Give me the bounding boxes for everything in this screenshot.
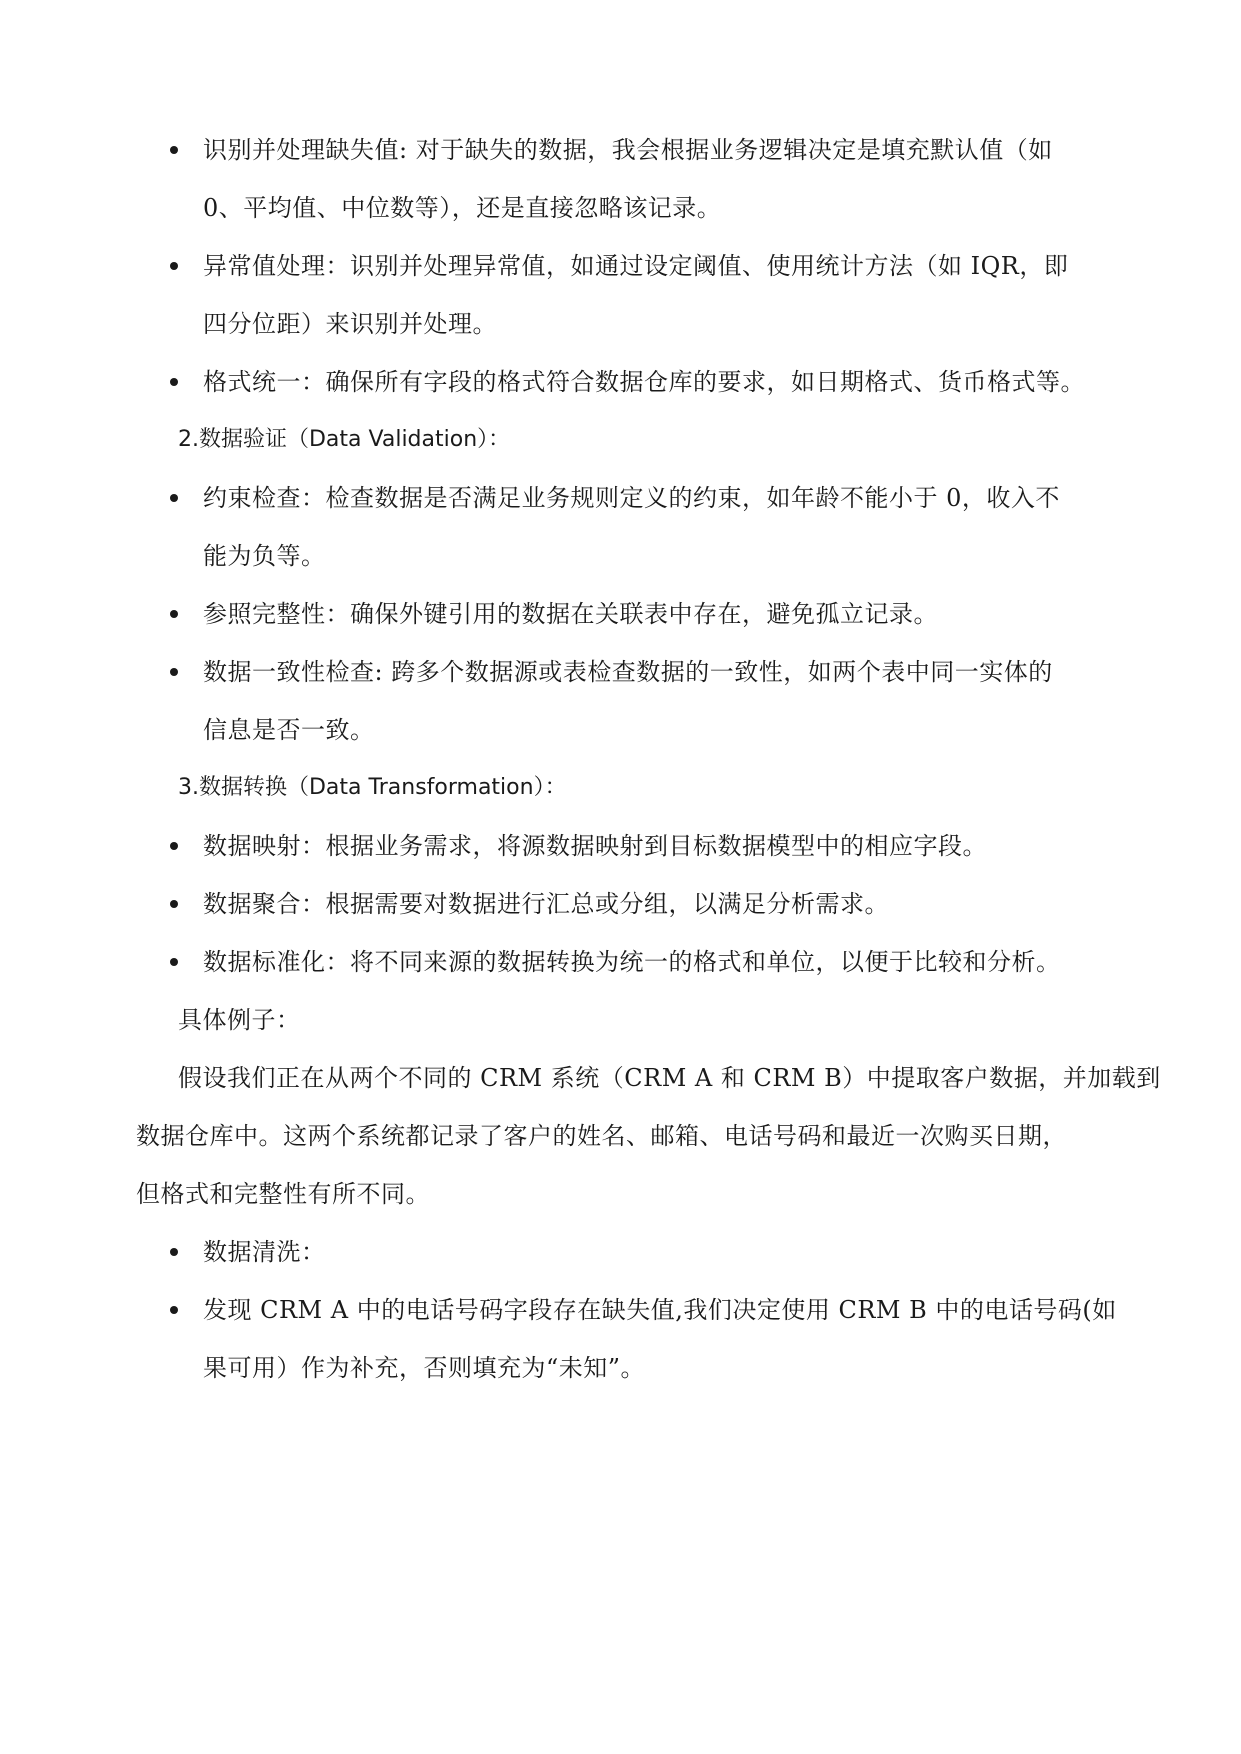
bullet-marker bbox=[170, 1248, 178, 1256]
bullet-marker bbox=[170, 1306, 178, 1314]
bullet-text-continued: 0、平均值、中位数等），还是直接忽略该记录。 bbox=[203, 194, 722, 222]
section-heading-validation: 2.数据验证（Data Validation）： bbox=[178, 427, 511, 452]
bullet-marker bbox=[170, 262, 178, 270]
bullet-text: 格式统一：确保所有字段的格式符合数据仓库的要求，如日期格式、货币格式等。 bbox=[203, 368, 1085, 396]
bullet-text-continued: 能为负等。 bbox=[203, 542, 326, 570]
bullet-text: 数据清洗： bbox=[203, 1238, 326, 1266]
bullet-text: 发现 CRM A 中的电话号码字段存在缺失值,我们决定使用 CRM B 中的电话号码(如 bbox=[203, 1296, 1117, 1324]
bullet-text: 约束检查：检查数据是否满足业务规则定义的约束，如年龄不能小于 0，收入不 bbox=[203, 484, 1060, 512]
bullet-marker bbox=[170, 958, 178, 966]
bullet-text: 数据标准化：将不同来源的数据转换为统一的格式和单位，以便于比较和分析。 bbox=[203, 948, 1061, 976]
bullet-marker bbox=[170, 378, 178, 386]
example-paragraph-line: 但格式和完整性有所不同。 bbox=[136, 1180, 430, 1208]
bullet-text: 参照完整性：确保外键引用的数据在关联表中存在，避免孤立记录。 bbox=[203, 600, 938, 628]
section-heading-transformation: 3.数据转换（Data Transformation）： bbox=[178, 775, 567, 800]
bullet-text-continued: 信息是否一致。 bbox=[203, 716, 375, 744]
bullet-marker bbox=[170, 842, 178, 850]
bullet-text: 识别并处理缺失值: 对于缺失的数据，我会根据业务逻辑决定是填充默认值（如 bbox=[203, 136, 1053, 164]
example-heading: 具体例子： bbox=[178, 1006, 301, 1034]
bullet-marker bbox=[170, 494, 178, 502]
bullet-text: 数据映射：根据业务需求，将源数据映射到目标数据模型中的相应字段。 bbox=[203, 832, 987, 860]
bullet-marker bbox=[170, 668, 178, 676]
example-paragraph-line: 假设我们正在从两个不同的 CRM 系统（CRM A 和 CRM B）中提取客户数据，并加载到 bbox=[178, 1064, 1161, 1092]
example-paragraph-line: 数据仓库中。这两个系统都记录了客户的姓名、邮箱、电话号码和最近一次购买日期， bbox=[136, 1122, 1067, 1150]
bullet-text-continued: 果可用）作为补充，否则填充为“未知”。 bbox=[203, 1354, 646, 1382]
bullet-marker bbox=[170, 900, 178, 908]
bullet-text-continued: 四分位距）来识别并处理。 bbox=[203, 310, 497, 338]
bullet-text: 异常值处理：识别并处理异常值，如通过设定阈值、使用统计方法（如 IQR，即 bbox=[203, 252, 1069, 280]
bullet-marker bbox=[170, 146, 178, 154]
bullet-text: 数据聚合：根据需要对数据进行汇总或分组，以满足分析需求。 bbox=[203, 890, 889, 918]
bullet-text: 数据一致性检查: 跨多个数据源或表检查数据的一致性，如两个表中同一实体的 bbox=[203, 658, 1053, 686]
bullet-marker bbox=[170, 610, 178, 618]
